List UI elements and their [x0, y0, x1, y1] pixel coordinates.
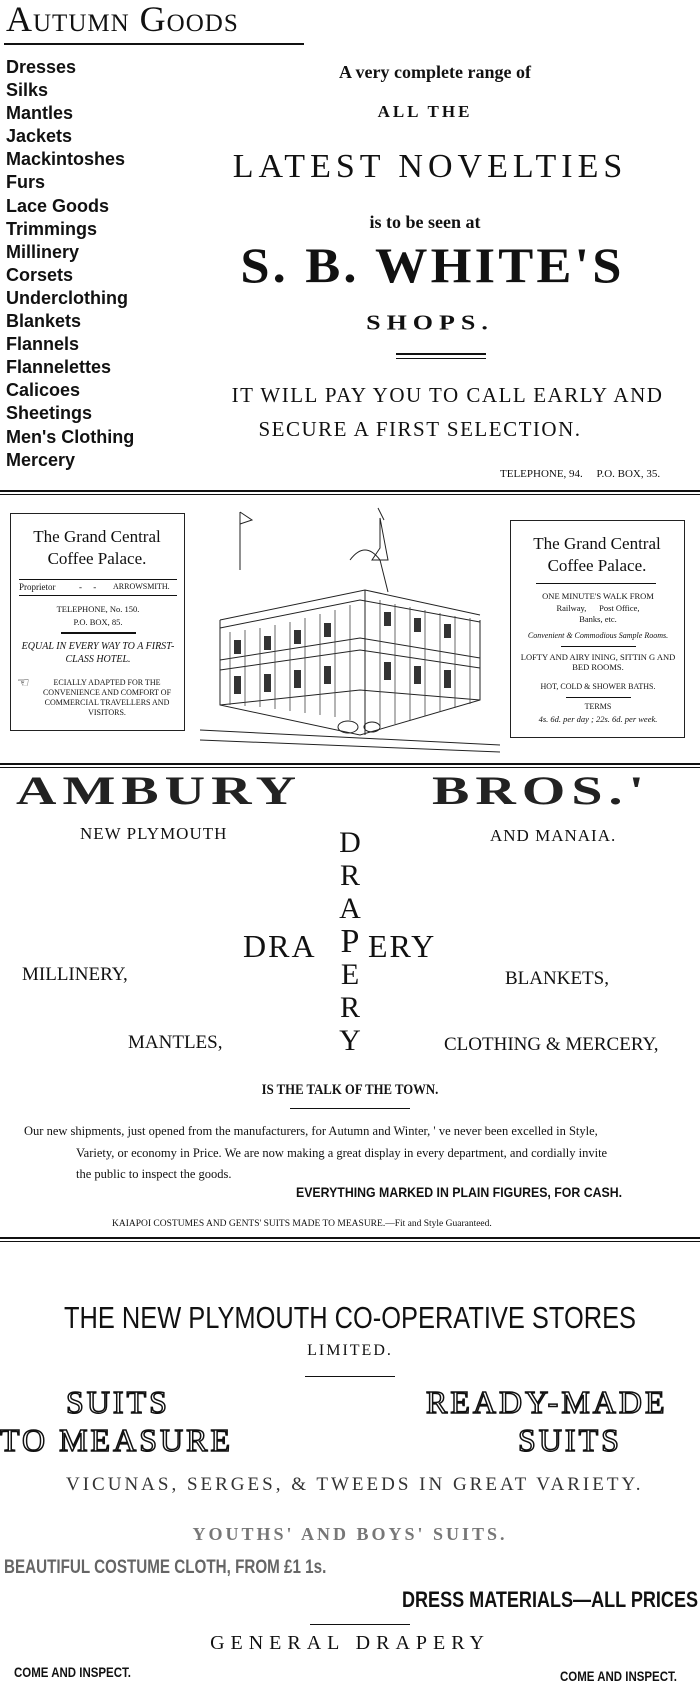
left-equal: EQUAL IN EVERY WAY TO A FIRST-CLASS HOTEL.: [21, 641, 175, 665]
costume-cloth: BEAUTIFUL COSTUME CLOTH, FROM £1 1s.: [4, 1557, 327, 1578]
vertical-letter: Y: [339, 1024, 361, 1057]
drapery-horizontal-left: DRA: [243, 928, 317, 964]
left-title-rule: [19, 579, 177, 580]
new-plymouth-location: NEW PLYMOUTH: [80, 824, 228, 843]
lofty-rooms: LOFTY AND AIRY INING, SITTIN G AND BED ROOMS.: [520, 652, 676, 672]
shops-underline-b: [396, 358, 486, 359]
proprietor-label: Proprietor: [19, 582, 56, 592]
heading-underline: [4, 43, 304, 45]
kaiapoi-footer: KAIAPOI COSTUMES AND GENTS' SUITS MADE TO MEASURE.—Fit and Style Guaranteed.: [112, 1219, 492, 1229]
general-drapery: GENERAL DRAPERY: [210, 1632, 490, 1654]
left-contact-rule: [61, 632, 136, 634]
vertical-letter: D: [339, 826, 361, 859]
range-line: A very complete range of: [339, 62, 531, 82]
divider-3a: [0, 1237, 700, 1239]
goods-item: Flannels: [6, 334, 80, 355]
left-prop-rule: [19, 595, 177, 596]
manaia-location: AND MANAIA.: [490, 826, 617, 845]
blankets-label: BLANKETS,: [505, 968, 609, 989]
proprietor-dots: - -: [79, 582, 97, 592]
divider-2a: [0, 763, 700, 765]
shops-underline-a: [396, 353, 486, 355]
youths-suits: YOUTHS' AND BOYS' SUITS.: [192, 1524, 508, 1544]
terms-value: 4s. 6d. per day ; 22s. 6d. per week.: [538, 714, 658, 724]
goods-item: Mackintoshes: [6, 149, 126, 170]
divider-1b: [0, 494, 700, 495]
ready-made-line-1: READY-MADE: [426, 1384, 668, 1420]
pay-line-1: IT WILL PAY YOU TO CALL EARLY AND: [231, 383, 664, 407]
goods-item: Corsets: [6, 264, 74, 285]
goods-item: Mantles: [6, 103, 74, 124]
mantles-label: MANTLES,: [128, 1032, 223, 1053]
goods-item: Men's Clothing: [6, 426, 135, 447]
right-baths-rule: [566, 697, 631, 698]
come-inspect-right: COME AND INSPECT.: [560, 1668, 677, 1684]
general-drapery-rule-top: [310, 1624, 410, 1625]
vertical-letter: A: [339, 892, 361, 925]
left-card-title: The Grand Central Coffee Palace.: [33, 527, 161, 568]
come-inspect-left: COME AND INSPECT.: [14, 1664, 131, 1680]
marked-plain-figures: EVERYTHING MARKED IN PLAIN FIGURES, FOR CASH.: [296, 1184, 623, 1200]
left-card: [10, 513, 185, 731]
vertical-letter: R: [339, 859, 360, 892]
dress-materials: DRESS MATERIALS—ALL PRICES: [402, 1587, 699, 1612]
terms-label: TERMS: [584, 702, 612, 711]
ready-made-line-2: SUITS: [518, 1422, 622, 1458]
talk-of-town: IS THE TALK OF THE TOWN.: [261, 1082, 439, 1098]
shipments-para-2: Variety, or economy in Price. We are now making a great display in every department, and cordially invite: [76, 1146, 608, 1160]
divider-3b: [0, 1241, 700, 1242]
goods-item: Jackets: [6, 126, 73, 147]
right-title-rule: [536, 583, 656, 584]
goods-item: Sheetings: [6, 403, 93, 424]
millinery-label: MILLINERY,: [22, 964, 128, 985]
vicunas-line: VICUNAS, SERGES, & TWEEDS IN GREAT VARIETY.: [66, 1474, 644, 1495]
goods-item: Blankets: [6, 311, 82, 332]
all-the-line: ALL THE: [377, 102, 473, 121]
goods-item: Calicoes: [6, 380, 81, 401]
goods-item: Dresses: [6, 57, 77, 77]
shipments-para-1: Our new shipments, just opened from the manufacturers, for Autumn and Winter, ' ve never been excelled in Style,: [24, 1124, 598, 1138]
goods-item: Furs: [6, 172, 46, 193]
seen-at-line: is to be seen at: [369, 212, 481, 232]
suits-line-1: SUITS: [66, 1384, 170, 1420]
limited-label: LIMITED.: [307, 1342, 393, 1359]
right-card: [510, 520, 685, 738]
right-card-title: The Grand Central Coffee Palace.: [533, 534, 661, 575]
shipments-para-3: the public to inspect the goods.: [76, 1167, 232, 1181]
goods-item: Millinery: [6, 241, 80, 262]
right-rooms-rule: [561, 646, 636, 647]
proprietor-name: ARROWSMITH.: [113, 582, 170, 591]
clothing-label: CLOTHING & MERCERY,: [444, 1034, 659, 1055]
autumn-goods-heading: Autumn Goods: [6, 0, 239, 39]
goods-list: [6, 56, 176, 472]
divider-1a: [0, 490, 700, 492]
limited-rule: [305, 1376, 395, 1377]
vertical-letter: R: [339, 991, 360, 1024]
shops-label: SHOPS.: [366, 311, 494, 335]
baths: HOT, COLD & SHOWER BATHS.: [540, 682, 656, 691]
bros-name: BROS.': [432, 768, 651, 814]
cooperative-title: THE NEW PLYMOUTH CO-OPERATIVE STORES: [63, 1300, 637, 1335]
contact-line: TELEPHONE, 94. P.O. BOX, 35.: [500, 468, 661, 480]
latest-novelties: LATEST NOVELTIES: [232, 148, 628, 185]
walk-line-1: ONE MINUTE'S WALK FROM: [542, 591, 654, 601]
drapery-horizontal-right: ERY: [368, 928, 437, 964]
vertical-letter: P: [340, 923, 360, 960]
walk-line-3: Banks, etc.: [579, 614, 617, 624]
pay-line-2: SECURE A FIRST SELECTION.: [258, 417, 582, 441]
drapery-vertical: [330, 826, 370, 1057]
pointing-hand-icon: ☜: [17, 675, 30, 691]
goods-item: Lace Goods: [6, 195, 110, 216]
left-special: ECIALLY ADAPTED FOR THE CONVENIENCE AND COMFORT OF COMMERCIAL TRAVELLERS AND VISITORS.: [42, 678, 172, 717]
goods-item: Silks: [6, 80, 49, 101]
vertical-letter: E: [340, 958, 360, 991]
left-pobox: P.O. BOX, 85.: [73, 617, 123, 627]
goods-item: Flannelettes: [6, 357, 112, 378]
goods-item: Underclothing: [6, 287, 128, 308]
sb-white-name: S. B. WHITE'S: [240, 237, 625, 293]
ambury-name: AMBURY: [16, 768, 303, 814]
goods-item: Mercery: [6, 449, 76, 470]
goods-item: Trimmings: [6, 218, 98, 239]
talk-underline: [290, 1108, 410, 1109]
sample-rooms: Convenient & Commodious Sample Rooms.: [527, 631, 669, 640]
suits-line-2: TO MEASURE: [0, 1422, 233, 1458]
left-telephone: TELEPHONE, No. 150.: [56, 604, 140, 614]
building-engraving: [200, 500, 500, 755]
walk-line-2: Railway, Post Office,: [556, 603, 640, 613]
